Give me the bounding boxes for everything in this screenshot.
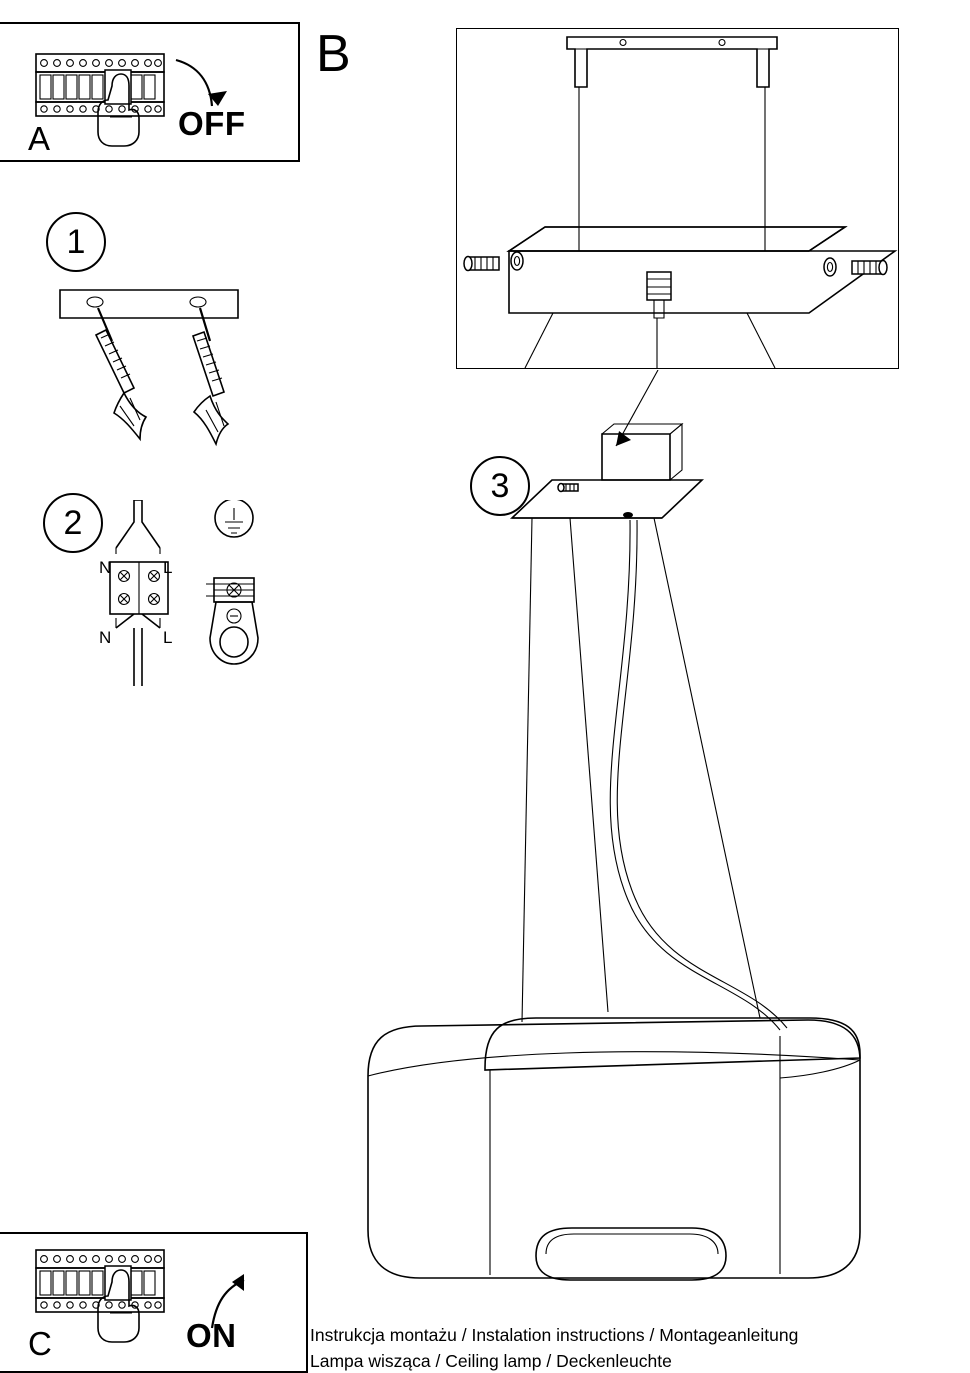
step-a-off-label: OFF (178, 105, 246, 142)
step-b-detail-frame (456, 28, 899, 369)
terminal-label-l-top: L (163, 558, 173, 577)
step-c-letter: C (28, 1325, 52, 1362)
step-3-number: 3 (470, 456, 530, 516)
caption-line-1: Instrukcja montażu / Instalation instructions / Montageanleitung (310, 1325, 799, 1345)
step-a-letter: A (28, 120, 51, 157)
step-b-letter: B (316, 25, 351, 83)
caption-block (310, 1322, 950, 1373)
caption-line-2: Lampa wisząca / Ceiling lamp / Deckenleuchte (310, 1351, 672, 1371)
step-1-illustration (50, 282, 280, 467)
step-3-illustration (340, 370, 940, 1300)
ceiling-plate-detail-illustration (457, 29, 898, 368)
terminal-label-n-bottom: N (99, 628, 112, 647)
step-c-on-label: ON (186, 1317, 237, 1354)
step-1-number: 1 (46, 212, 106, 272)
terminal-label-n-top: N (99, 558, 112, 577)
step-2-illustration (98, 500, 278, 690)
step-2-number: 2 (43, 493, 103, 553)
terminal-label-l-bottom: L (163, 628, 173, 647)
